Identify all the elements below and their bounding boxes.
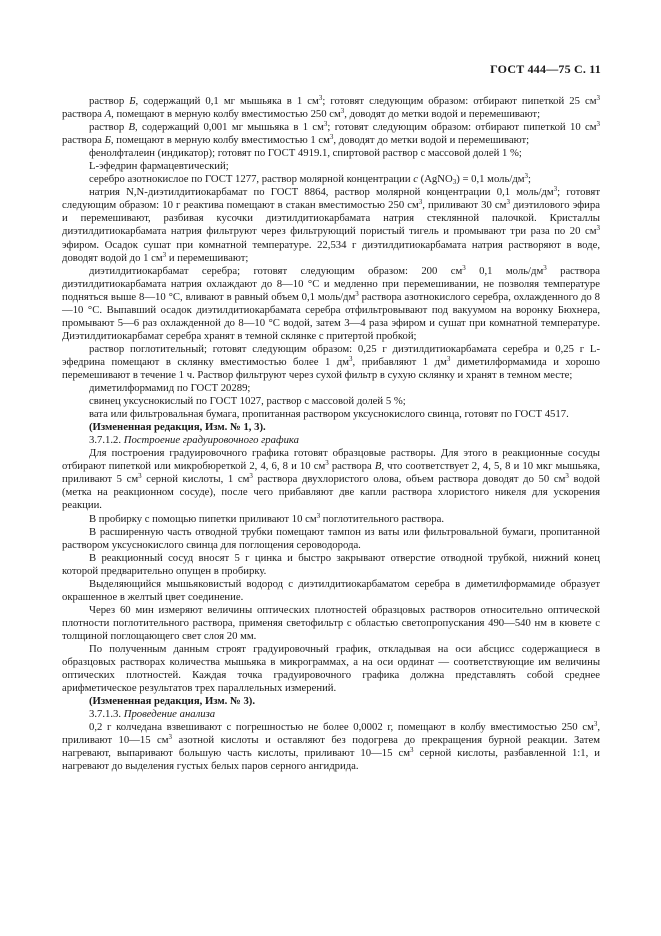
document-body	[62, 95, 600, 773]
paragraph: фенолфталеин (индикатор); готовят по ГОСТ 4919.1, спиртовой раствор с массовой долей 1 %;	[89, 147, 522, 160]
paragraph: раствор В, содержащий 0,001 мг мышьяка в 1 $см^3$; готовят следующим образом: отбирают пипеткой 10 $см^3$ раствора Б, помещают в мерную колбу вместимостью 1 $см^3$, доводят до метки водой и перемешивают;	[62, 120, 600, 147]
paragraph: диметилформамид по ГОСТ 20289;	[89, 382, 251, 395]
paragraph: В расширенную часть отводной трубки помещают тампон из ваты или фильтровальной бумаги, пропитанной раствором уксуснокислого свинца для поглощения сероводорода.	[62, 525, 600, 551]
section-heading: 3.7.1.2. Построение градуировочного графика	[89, 434, 300, 447]
paragraph: диэтилдитиокарбамат серебра; готовят следующим образом: 200 $см^3$ 0,1 моль/$дм^3$ раствора диэтилдитиокарбамата натрия охлаждают до 8—10 °С и медленно при перемешивании, не позволяя температуре подняться выше 8—10 °С, вливают в равный объем 0,1 моль/$дм^3$ раствора азотнокислого серебра, охлажденного до 8—10 °С. Выпавший осадок диэтилдитиокарбамата серебра отфильтровывают под вакуумом на воронку Бюхнера, промывают 5—6 раз охлажденной до 8—10 °С водой, затем 3—4 раза эфиром и сушат при комнатной температуре. Диэтилдитиокарбамат серебра хранят в темной склянке с притертой пробкой;	[62, 263, 601, 342]
paragraph: серебро азотнокислое по ГОСТ 1277, раствор молярной концентрации c (AgNO$_3$) = 0,1 моль/$дм^3$;	[89, 172, 532, 187]
paragraph: раствор поглотительный; готовят следующим образом: 0,25 г диэтилдитиокарбамата серебра и 0,25 г L-эфедрина помещают в склянку вместимостью более 1 $дм^3$, прибавляют 1 $дм^3$ диметилформамида и хорошо перемешивают в течение 1 ч. Раствор фильтруют через сухой фильтр в сухую склянку и хранят в темном месте;	[62, 342, 600, 381]
paragraph: 0,2 г колчедана взвешивают с погрешностью не более 0,0002 г, помещают в колбу вместимостью 250 $см^3$, приливают 10—15 $см^3$ азотной кислоты и оставляют без подогрева до прекращения бурной реакции. Затем нагревают, выпаривают большую часть кислоты, приливают 10—15 $см^3$ серной кислоты, разбавленной 1:1, и нагревают до выделения густых белых паров серного ангидрида.	[62, 720, 600, 773]
paragraph: натрия N,N-диэтилдитиокарбамат по ГОСТ 8864, раствор молярной концентрации 0,1 моль/$дм^3$; готовят следующим образом: 10 г реактива помещают в стакан вместимостью 250 $см^3$, приливают 30 $см^3$ диэтилового эфира и перемешивают, разбивая кусочки диэтилдитиокарбамата натрия стеклянной палочкой. Кристаллы диэтилдитиокарбамата натрия фильтруют через фильтрующий пористый тигель и промывают три раза по 20 $см^3$ эфиром. Осадок сушат при комнатной температуре. 22,534 г диэтилдитиокарбамата натрия растворяют в воде, доводят водой до 1 $см^3$ и перемешивают;	[62, 185, 600, 264]
amendment-note: (Измененная редакция, Изм. № 3).	[89, 695, 256, 708]
paragraph: По полученным данным строят градуировочный график, откладывая на оси абсцисс содержащиеся в образцовых растворах количества мышьяка в микрограммах, а на оси ординат — соответствующие им величины оптических плотностей. Каждая точка градуировочного графика должна представлять собой среднее арифметическое результатов трех параллельных измерений.	[62, 642, 600, 695]
paragraph: свинец уксуснокислый по ГОСТ 1027, раствор с массовой долей 5 %;	[89, 395, 406, 408]
paragraph: раствор Б, содержащий 0,1 мг мышьяка в 1 $см^3$; готовят следующим образом: отбирают пипеткой 25 $см^3$ раствора А, помещают в мерную колбу вместимостью 250 $см^3$, доводят до метки водой и перемешивают;	[62, 94, 600, 121]
paragraph: L-эфедрин фармацевтический;	[89, 160, 229, 173]
amendment-note: (Измененная редакция, Изм. № 1, 3).	[89, 421, 266, 434]
paragraph: вата или фильтровальная бумага, пропитанная раствором уксуснокислого свинца, готовят по ГОСТ 4517.	[89, 408, 569, 421]
paragraph: Выделяющийся мышьяковистый водород с диэтилдитиокарбаматом серебра в диметилформамиде образует окрашенное в желтый цвет соединение.	[62, 577, 600, 603]
paragraph: Для построения градуировочного графика готовят образцовые растворы. Для этого в реакционные сосуды отбирают пипеткой или микробюреткой 2, 4, 6, 8 и 10 $см^3$ раствора В, что соответствует 2, 4, 5, 8 и 10 мкг мышьяка, приливают 5 $см^3$ серной кислоты, 1 $см^3$ раствора двухлористого олова, объем раствора доводят до 50 $см^3$ водой (метка на реакционном сосуде), после чего прибавляют две капли раствора хлористого никеля для ускорения реакции.	[62, 447, 601, 512]
section-heading: 3.7.1.3. Проведение анализа	[89, 708, 216, 721]
paragraph: В реакционный сосуд вносят 5 г цинка и быстро закрывают отверстие отводной трубкой, нижний конец которой предварительно опущен в пробирку.	[62, 551, 600, 577]
paragraph: В пробирку с помощью пипетки приливают 10 $см^3$ поглотительного раствора.	[89, 511, 445, 525]
paragraph: Через 60 мин измеряют величины оптических плотностей образцовых растворов относительно оптической плотности поглотительного раствора, применяя светофильтр с областью светопропускания 490—540 нм в кювете с толщиной поглощающего свет слоя 20 мм.	[62, 603, 600, 642]
page-header: ГОСТ 444—75 С. 11	[490, 62, 601, 76]
